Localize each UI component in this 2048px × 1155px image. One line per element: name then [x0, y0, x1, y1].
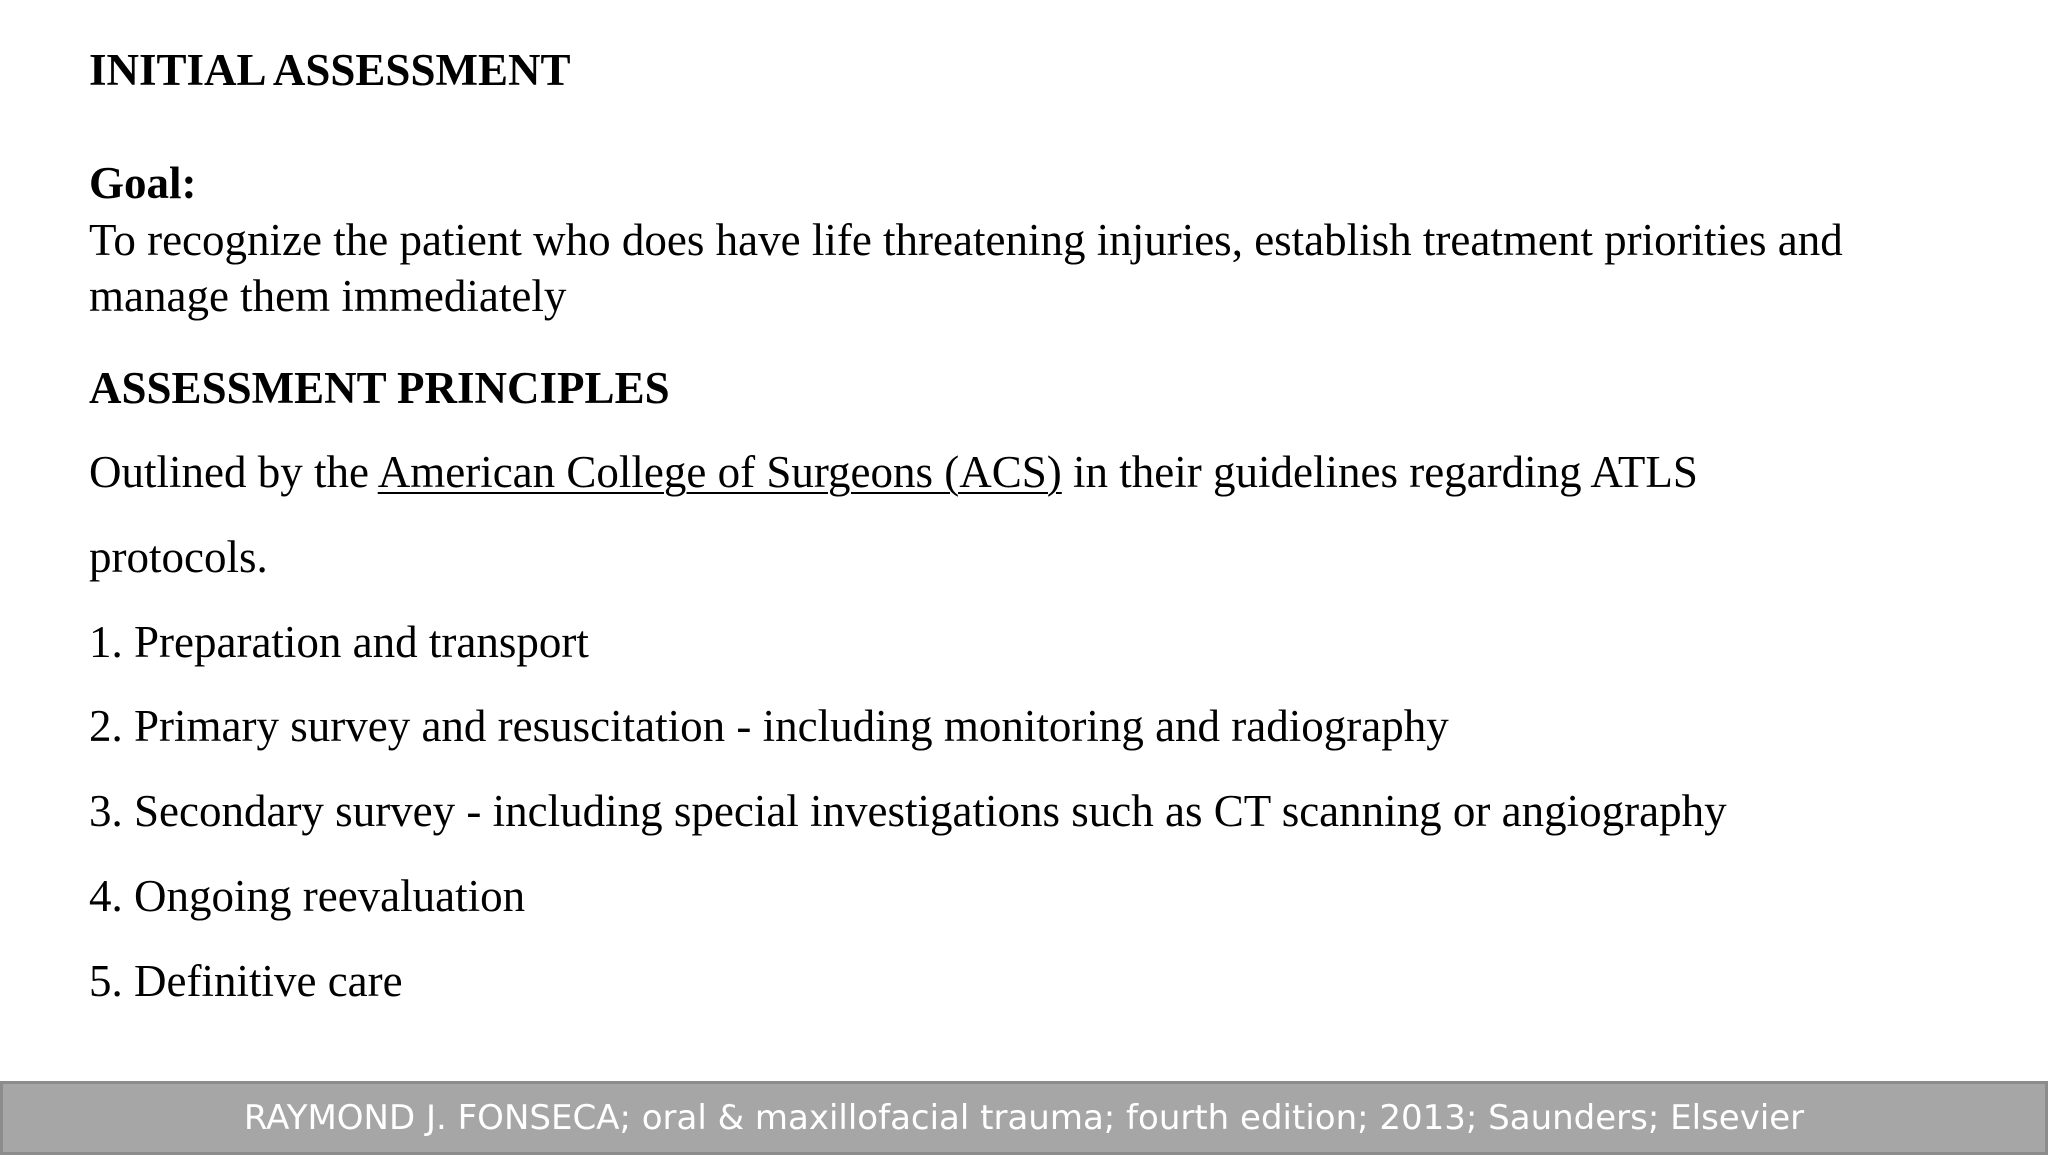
step-item-1: 1. Preparation and transport: [89, 617, 589, 667]
goal-text-line-1: To recognize the patient who does have life threatening injuries, establish treatment priorities and: [89, 215, 1843, 265]
intro-suffix: in their guidelines regarding ATLS: [1061, 447, 1698, 497]
citation-text: RAYMOND J. FONSECA; oral & maxillofacial trauma; fourth edition; 2013; Saunders; Elsevier: [243, 1098, 1805, 1138]
step-item-4: 4. Ongoing reevaluation: [89, 871, 526, 921]
intro-line-1: [89, 444, 1698, 500]
slide-title: INITIAL ASSESSMENT: [89, 45, 571, 95]
goal-label: Goal:: [89, 158, 197, 208]
step-item-3: 3. Secondary survey - including special investigations such as CT scanning or angiography: [89, 786, 1727, 836]
goal-text-line-2: manage them immediately: [89, 271, 567, 321]
acs-link[interactable]: American College of Surgeons (ACS): [377, 447, 1062, 497]
citation-footer: [0, 1081, 2048, 1155]
step-item-2: 2. Primary survey and resuscitation - including monitoring and radiography: [89, 701, 1449, 751]
intro-line-2: protocols.: [89, 532, 268, 582]
step-item-5: 5. Definitive care: [89, 956, 403, 1006]
principles-title: ASSESSMENT PRINCIPLES: [89, 363, 670, 413]
intro-prefix: Outlined by the: [89, 447, 378, 497]
